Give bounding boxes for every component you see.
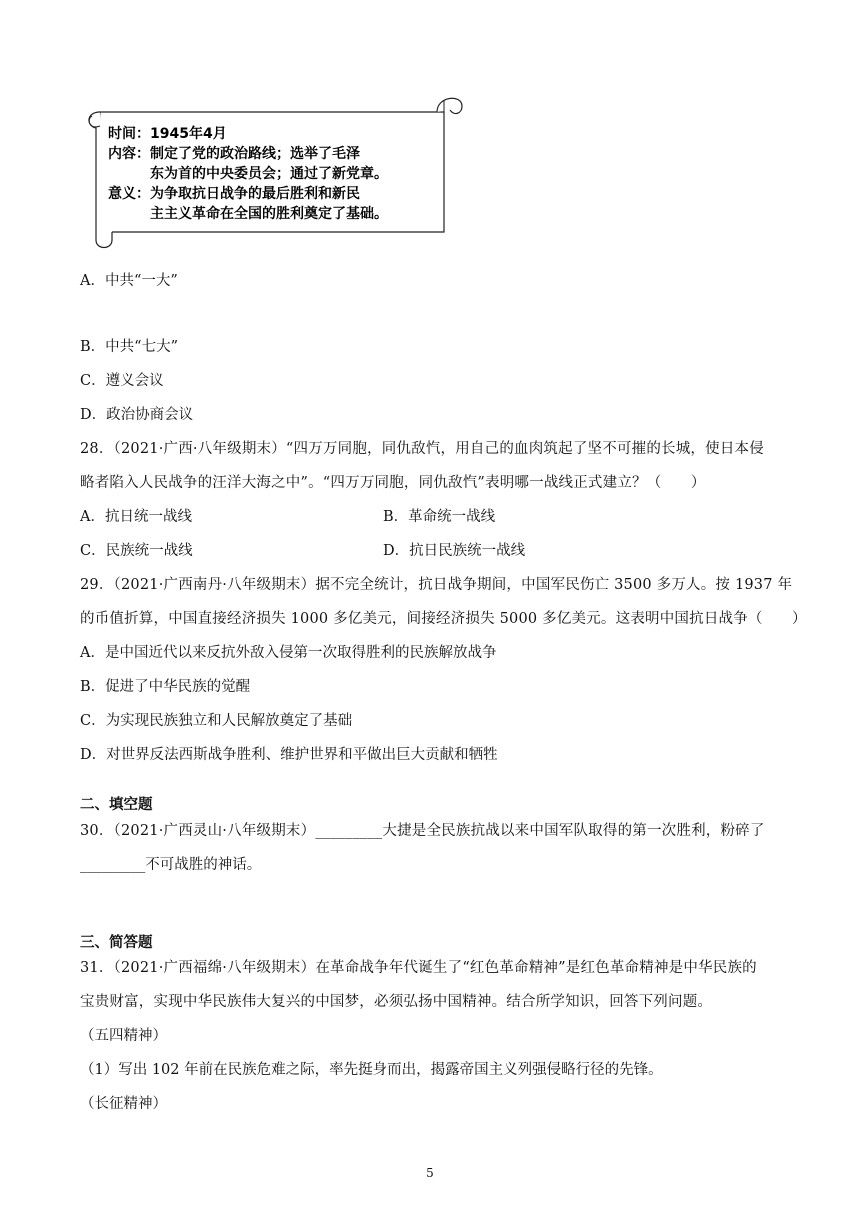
q29-stem-line1: 29．（2021·广西南丹·八年级期末）据不完全统计，抗日战争期间，中国军民伤亡 3500 多万人。按 1937 年	[80, 577, 793, 593]
section-fill-in-title: 二、填空题	[80, 797, 153, 813]
q28-option-c: C．民族统一战线	[80, 543, 193, 559]
q29-option-c: C．为实现民族独立和人民解放奠定了基础	[80, 713, 353, 729]
q31-stem-line1: 31．（2021·广西福绵·八年级期末）在革命战争年代诞生了“红色革命精神”是红色革命精神是中华民族的	[80, 960, 757, 976]
scroll-figure	[82, 90, 464, 252]
q28-option-d: D．抗日民族统一战线	[383, 543, 526, 559]
q31-sub2-label: （长征精神）	[80, 1096, 167, 1112]
q27-option-d: D．政治协商会议	[80, 407, 194, 423]
scroll-line-time: 时间：1945年4月	[108, 126, 227, 142]
q31-sub1-question: （1）写出 102 年前在民族危难之际，率先挺身而出，揭露帝国主义列强侵略行径的先锋。	[80, 1062, 663, 1078]
q31-stem-line2: 宝贵财富，实现中华民族伟大复兴的中国梦，必须弘扬中国精神。结合所学知识，回答下列问题。	[80, 994, 713, 1010]
q29-option-b: B．促进了中华民族的觉醒	[80, 679, 251, 695]
q30-stem-line2: _________不可战胜的神话。	[80, 857, 262, 873]
page-number: 5	[426, 1166, 434, 1180]
q28-stem-line2: 略者陷入人民战争的汪洋大海之中”。“四万万同胞，同仇敌忾”表明哪一战线正式建立？（ ）	[80, 475, 706, 491]
q30-stem-line1: 30．（2021·广西灵山·八年级期末）_________大捷是全民族抗战以来中国军队取得的第一次胜利，粉碎了	[80, 823, 765, 839]
scroll-line-meaning-cont: 主主义革命在全国的胜利奠定了基础。	[150, 206, 388, 222]
q27-option-b: B．中共“七大”	[80, 339, 178, 355]
scroll-line-content: 内容：制定了党的政治路线；选举了毛泽	[108, 146, 360, 162]
q27-option-a: A．中共“一大”	[80, 273, 178, 289]
scroll-text	[108, 124, 388, 224]
section-short-answer-title: 三、简答题	[80, 935, 153, 951]
q28-option-b: B．革命统一战线	[383, 509, 496, 525]
scroll-line-meaning: 意义：为争取抗日战争的最后胜利和新民	[108, 186, 360, 202]
q28-stem-line1: 28．（2021·广西·八年级期末）“四万万同胞，同仇敌忾，用自己的血肉筑起了坚不可摧的长城，使日本侵	[80, 441, 764, 457]
q31-sub1-label: （五四精神）	[80, 1028, 167, 1044]
q28-option-a: A．抗日统一战线	[80, 509, 192, 525]
q29-stem-line2: 的币值折算，中国直接经济损失 1000 多亿美元，间接经济损失 5000 多亿美元。这表明中国抗日战争（ ）	[80, 611, 807, 627]
q29-option-a: A．是中国近代以来反抗外敌入侵第一次取得胜利的民族解放战争	[80, 645, 497, 661]
q27-option-c: C．遵义会议	[80, 373, 164, 389]
scroll-line-content-cont: 东为首的中央委员会；通过了新党章。	[150, 166, 388, 182]
q29-option-d: D．对世界反法西斯战争胜利、维护世界和平做出巨大贡献和牺牲	[80, 747, 498, 763]
